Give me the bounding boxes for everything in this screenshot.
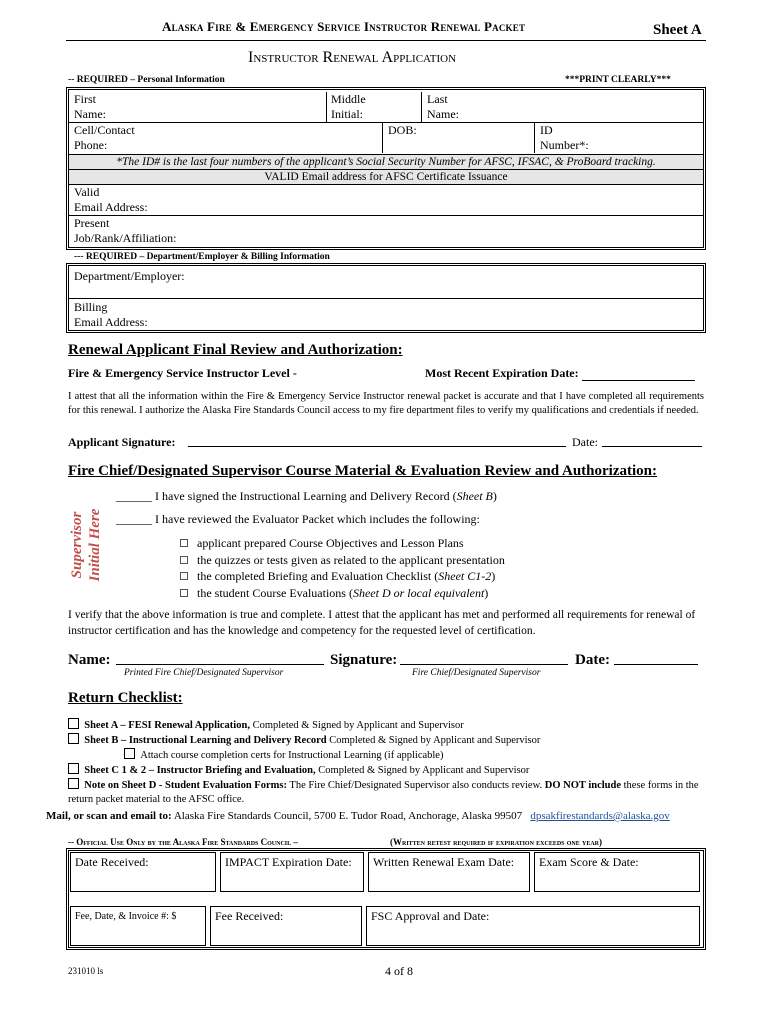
chief-signature-caption: Fire Chief/Designated Supervisor	[412, 668, 541, 678]
checkbox[interactable]	[180, 556, 188, 564]
divider	[534, 123, 535, 153]
line2-text: I have reviewed the Evaluator Packet which includes the following:	[155, 512, 480, 526]
row-divider	[69, 184, 703, 185]
exam-score-cell[interactable]	[534, 852, 700, 892]
expiration-label	[425, 366, 695, 381]
divider	[326, 92, 327, 122]
item-italic: Sheet D or local equivalent	[352, 585, 485, 600]
date-received-label: Date Received:	[75, 855, 149, 869]
chief-name-field[interactable]	[116, 653, 324, 665]
verify-paragraph: I verify that the above information is true and complete. I attest that the applicant has met and performed all requirements for renewal of instructor certification and has the knowledge and competency for the requested level of certification.	[68, 609, 696, 637]
item-b-rest: Completed & Signed by Applicant and Supervisor	[326, 735, 541, 746]
checkbox[interactable]	[180, 572, 188, 580]
checklist-title: Return Checklist:	[68, 690, 183, 706]
item-text: the student Course Evaluations (	[197, 585, 353, 600]
applicant-signature-field[interactable]	[188, 435, 566, 447]
email-band	[69, 169, 703, 184]
contact-row	[72, 123, 702, 153]
renewal-section-title: Renewal Applicant Final Review and Authorization:	[68, 342, 403, 358]
evaluator-item	[180, 585, 505, 602]
item-c-bold: Sheet C 1 & 2 – Instructor Briefing and Evaluation,	[84, 765, 316, 776]
date-received-cell[interactable]	[70, 852, 216, 892]
item-a-rest: Completed & Signed by Applicant and Supervisor	[249, 720, 464, 731]
sheet-label: Sheet A	[653, 22, 702, 38]
evaluator-item	[180, 552, 505, 569]
billing-label-1: Billing	[74, 300, 108, 314]
checklist-items	[68, 718, 708, 807]
applicant-date-field[interactable]	[602, 435, 702, 447]
impact-label: IMPACT Expiration Date:	[225, 855, 352, 869]
item-c-rest: Completed & Signed by Applicant and Supervisor	[315, 765, 530, 776]
initial-blank-2[interactable]: ______	[116, 512, 152, 526]
middle-initial-field[interactable]	[331, 92, 366, 122]
attest-paragraph: I attest that all the information within the Fire & Emergency Service Instructor renewal packet is accurate and that I have completed all requirements for this renewal. I authorize the Alaska Fire Standards Council access to my fire department files to verify my qualifications and credentials if needed.	[68, 391, 704, 416]
expiration-date-field[interactable]	[582, 369, 695, 381]
mail-label: Mail, or scan and email to:	[46, 810, 172, 822]
item-end: )	[491, 569, 496, 583]
last-name-field[interactable]	[427, 92, 459, 122]
fee-received-label: Fee Received:	[215, 909, 284, 923]
line1-end: )	[492, 489, 497, 503]
chief-name-caption: Printed Fire Chief/Designated Supervisor	[124, 668, 284, 678]
office-use-label: -- Official Use Only by the Alaska Fire Standards Council –	[68, 837, 298, 847]
present-label-1: Present	[74, 216, 110, 230]
billing-label-2: Email Address:	[74, 315, 148, 329]
checklist-item-b	[68, 733, 708, 748]
exam-score-label: Exam Score & Date:	[539, 855, 639, 869]
item-d-rest2: these forms in the return packet material to the AFSC office.	[68, 780, 699, 805]
attach-text: Attach course completion certs for Instructional Learning (if applicable)	[140, 750, 444, 761]
checklist-attach	[68, 748, 708, 763]
id-label-1: ID	[540, 123, 553, 137]
item-d-bold2: DO NOT include	[542, 780, 621, 791]
item-d-bold: Note on Sheet D - Student Evaluation Forms:	[84, 780, 287, 791]
personal-section-label: -- REQUIRED – Personal Information	[68, 75, 225, 85]
print-clearly-note: ***PRINT CLEARLY***	[565, 75, 671, 85]
evaluator-items	[180, 535, 505, 601]
page-number: 4 of 8	[385, 964, 413, 978]
fee-invoice-label: Fee, Date, & Invoice #: $	[75, 911, 177, 922]
initial-line-1: Supervisor	[69, 511, 85, 579]
valid-label-1: Valid	[74, 185, 100, 199]
document-header-title: Alaska Fire & Emergency Service Instructor Renewal Packet	[162, 19, 526, 34]
line1-text: I have signed the Instructional Learning and Delivery Record (	[155, 489, 457, 503]
chief-signature-field[interactable]	[400, 653, 568, 665]
billing-email-field[interactable]	[74, 300, 148, 330]
item-end: )	[484, 585, 489, 600]
divider	[421, 92, 422, 122]
line1-sheet: Sheet B	[456, 489, 493, 503]
impact-cell[interactable]	[220, 852, 364, 892]
valid-email-field[interactable]	[74, 185, 148, 215]
checkbox[interactable]	[68, 778, 79, 789]
applicant-date-label: Date:	[572, 435, 598, 449]
valid-label-2: Email Address:	[74, 200, 148, 214]
fsc-approval-cell[interactable]	[366, 906, 700, 946]
item-d-rest: The Fire Chief/Designated Supervisor also conducts review.	[286, 780, 543, 791]
id-note: *The ID# is the last four numbers of the applicant’s Social Security Number for AFSC, IFSAC, & ProBoard tracking.	[116, 156, 656, 168]
department-field[interactable]: Department/Employer:	[74, 269, 185, 283]
chief-date-field[interactable]	[614, 653, 698, 665]
initial-line-2: Initial Here	[87, 508, 103, 582]
checkbox[interactable]	[124, 748, 135, 759]
cell-label-1: Cell/Contact	[74, 123, 135, 137]
chief-date-label: Date:	[575, 652, 610, 668]
item-b-bold: Sheet B – Instructional Learning and Delivery Record	[84, 735, 327, 746]
last-label-2: Name:	[427, 107, 459, 121]
id-note-band	[69, 154, 703, 169]
chief-section-title: Fire Chief/Designated Supervisor Course Material & Evaluation Review and Authorization:	[68, 463, 657, 479]
id-label-2: Number*:	[540, 138, 589, 152]
present-job-field[interactable]	[74, 216, 176, 246]
present-label-2: Job/Rank/Affiliation:	[74, 231, 177, 245]
middle-label-1: Middle	[331, 92, 366, 106]
dept-section-label: --- REQUIRED – Department/Employer & Billing Information	[74, 252, 330, 262]
signed-record-line	[116, 489, 497, 504]
id-number-field[interactable]	[540, 123, 589, 153]
cell-label-2: Phone:	[74, 138, 108, 152]
chief-signature-label: Signature:	[330, 652, 398, 668]
checkbox[interactable]	[68, 718, 79, 729]
dob-field[interactable]: DOB:	[388, 123, 417, 137]
email-link[interactable]: dpsakfirestandards@alaska.gov	[530, 810, 670, 822]
email-band-label: VALID Email address for AFSC Certificate Issuance	[264, 171, 508, 183]
reviewed-packet-line	[116, 512, 480, 527]
page-title: Instructor Renewal Application	[248, 49, 457, 66]
name-row	[72, 92, 702, 122]
evaluator-item	[180, 568, 505, 585]
applicant-signature-label: Applicant Signature:	[68, 435, 176, 449]
written-exam-cell[interactable]	[368, 852, 530, 892]
header-divider	[66, 40, 706, 41]
footer-code: 231010 ls	[68, 966, 104, 976]
first-name-field[interactable]	[74, 92, 106, 122]
last-label-1: Last	[427, 92, 448, 106]
fee-invoice-cell[interactable]	[70, 906, 206, 946]
mail-address: Alaska Fire Standards Council, 5700 E. Tudor Road, Anchorage, Alaska 99507	[171, 810, 523, 822]
fee-received-cell[interactable]	[210, 906, 362, 946]
row-divider	[69, 298, 703, 299]
checklist-item-c	[68, 763, 708, 778]
written-exam-label: Written Renewal Exam Date:	[373, 855, 515, 869]
initial-blank-1[interactable]: ______	[116, 489, 152, 503]
evaluator-item	[180, 535, 505, 552]
checklist-item-a	[68, 718, 708, 733]
divider	[382, 123, 383, 153]
supervisor-initial-stamp	[68, 500, 104, 590]
instructor-level-label: Fire & Emergency Service Instructor Level -	[68, 366, 297, 380]
checklist-item-d	[68, 778, 708, 807]
item-a-bold: Sheet A – FESI Renewal Application,	[84, 720, 250, 731]
checkbox[interactable]	[180, 539, 188, 547]
first-name-label-2: Name:	[74, 107, 106, 121]
mail-line	[46, 810, 670, 822]
checkbox[interactable]	[180, 589, 188, 597]
retest-note: (Written retest required if expiration exceeds one year)	[390, 837, 603, 847]
checkbox[interactable]	[68, 733, 79, 744]
phone-field[interactable]	[74, 123, 135, 153]
chief-name-label: Name:	[68, 652, 111, 668]
fsc-approval-label: FSC Approval and Date:	[371, 909, 490, 923]
checkbox[interactable]	[68, 763, 79, 774]
expiration-text: Most Recent Expiration Date:	[425, 366, 579, 380]
first-name-label-1: First	[74, 92, 97, 106]
item-text: the quizzes or tests given as related to the applicant presentation	[197, 552, 505, 567]
item-text: the completed Briefing and Evaluation Checklist (	[197, 569, 439, 583]
item-text: applicant prepared Course Objectives and Lesson Plans	[197, 536, 464, 550]
middle-label-2: Initial:	[331, 107, 363, 121]
item-italic: Sheet C1-2	[438, 569, 492, 583]
